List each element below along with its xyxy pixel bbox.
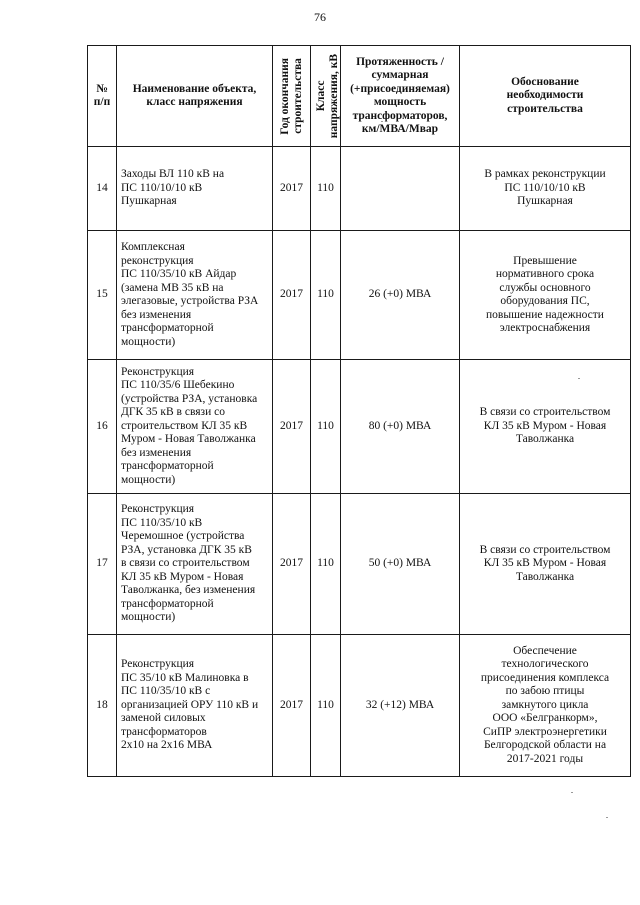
scan-speck — [578, 378, 580, 379]
row-reason: В связи со строительством КЛ 35 кВ Муром - Новая Таволжанка — [460, 360, 631, 494]
row-num: 18 — [88, 635, 117, 777]
row-voltage: 110 — [311, 147, 341, 231]
row-voltage: 110 — [311, 231, 341, 360]
table-row — [88, 635, 631, 777]
row-name: Комплексная реконструкция ПС 110/35/10 кВ Айдар (замена МВ 35 кВ на элегазовые, устройства РЗА без изменения трансформаторной мощности) — [117, 231, 273, 360]
row-length: 32 (+12) МВА — [341, 635, 460, 777]
row-voltage: 110 — [311, 494, 341, 635]
row-reason: Превышение нормативного срока службы основного оборудования ПС, повышение надежности электроснабжения — [460, 231, 631, 360]
row-year: 2017 — [273, 635, 311, 777]
row-name: Реконструкция ПС 110/35/10 кВ Черемошное (устройства РЗА, установка ДГК 35 кВ в связи со строительством КЛ 35 кВ Муром - Новая Таволжанка, без изменения трансформаторной мощности) — [117, 494, 273, 635]
row-length: 50 (+0) МВА — [341, 494, 460, 635]
scan-speck — [606, 817, 608, 818]
row-length: 26 (+0) МВА — [341, 231, 460, 360]
header-year: Год окончания строительства — [273, 46, 311, 147]
row-num: 16 — [88, 360, 117, 494]
header-num: № п/п — [88, 46, 117, 147]
row-length: 80 (+0) МВА — [341, 360, 460, 494]
row-reason: Обеспечение технологического присоединения комплекса по забою птицы замкнутого цикла ООО «Белгранкорм», СиПР электроэнергетики Белгородской области на 2017-2021 годы — [460, 635, 631, 777]
row-name: Заходы ВЛ 110 кВ на ПС 110/10/10 кВ Пушкарная — [117, 147, 273, 231]
row-num: 17 — [88, 494, 117, 635]
table-row — [88, 147, 631, 231]
row-num: 15 — [88, 231, 117, 360]
header-length: Протяженность / суммарная (+присоединяемая) мощность трансформаторов, км/МВА/Мвар — [341, 46, 460, 147]
scan-speck — [381, 121, 383, 122]
row-year: 2017 — [273, 231, 311, 360]
row-voltage: 110 — [311, 635, 341, 777]
scan-speck — [571, 792, 573, 793]
row-length — [341, 147, 460, 231]
construction-table — [87, 45, 631, 777]
row-voltage: 110 — [311, 360, 341, 494]
row-name: Реконструкция ПС 110/35/6 Шебекино (устройства РЗА, установка ДГК 35 кВ в связи со строительством КЛ 35 кВ Муром - Новая Таволжанка без изменения трансформаторной мощности) — [117, 360, 273, 494]
row-year: 2017 — [273, 360, 311, 494]
row-reason: В связи со строительством КЛ 35 кВ Муром - Новая Таволжанка — [460, 494, 631, 635]
header-voltage: Класс напряжения, кВ — [311, 46, 341, 147]
table-header-row — [88, 46, 631, 147]
row-reason: В рамках реконструкции ПС 110/10/10 кВ Пушкарная — [460, 147, 631, 231]
row-year: 2017 — [273, 494, 311, 635]
row-name: Реконструкция ПС 35/10 кВ Малиновка в ПС 110/35/10 кВ с организацией ОРУ 110 кВ и заменой силовых трансформаторов 2х10 на 2х16 МВА — [117, 635, 273, 777]
header-name: Наименование объекта, класс напряжения — [117, 46, 273, 147]
row-year: 2017 — [273, 147, 311, 231]
table-row — [88, 231, 631, 360]
table-row — [88, 494, 631, 635]
table-row — [88, 360, 631, 494]
row-num: 14 — [88, 147, 117, 231]
page-number: 76 — [314, 10, 326, 24]
header-reason: Обоснование необходимости строительства — [460, 46, 631, 147]
